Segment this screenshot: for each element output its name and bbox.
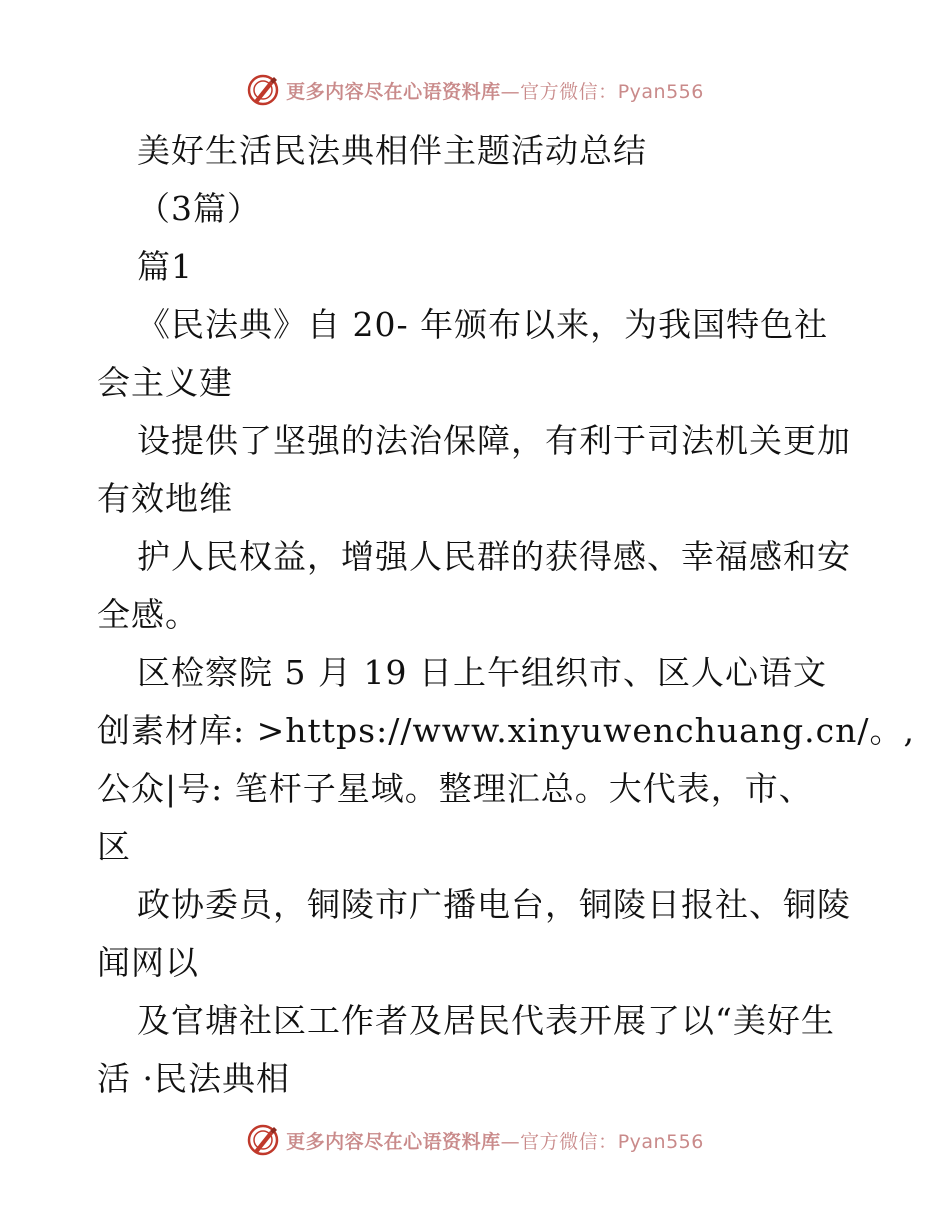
pen-logo-icon: [246, 73, 280, 107]
paragraph-line: 全感。: [97, 595, 199, 634]
watermark-wechat-label: 官方微信：: [520, 1130, 618, 1153]
watermark-wechat-id: Pyan556: [617, 80, 704, 103]
paragraph-line: 区检察院 5 月 19 日上午组织市、区人心语文: [137, 653, 827, 692]
pen-logo-icon: [246, 1123, 280, 1157]
watermark-dash: —: [500, 80, 521, 103]
document-body: [97, 122, 915, 1108]
paragraph-line: 闻网以: [97, 943, 199, 982]
watermark-text: [286, 77, 704, 104]
paragraph-line: 设提供了坚强的法治保障，有利于司法机关更加: [137, 421, 851, 460]
paragraph-line: 创素材库: >https://www.xinyuwenchuang.cn/。,: [97, 711, 915, 750]
paragraph-line: 区: [97, 827, 131, 866]
document-subtitle: （3篇）: [137, 189, 261, 228]
paragraph-line: 活 ·民法典相: [97, 1059, 290, 1098]
paragraph-line: 及官塘社区工作者及居民代表开展了以“美好生: [137, 1001, 835, 1040]
watermark-site: 更多内容尽在心语资料库: [286, 80, 501, 103]
watermark-dash: —: [500, 1130, 521, 1153]
section-heading: 篇1: [137, 247, 193, 286]
document-title: 美好生活民法典相伴主题活动总结: [137, 131, 647, 170]
header-watermark: [0, 70, 950, 110]
watermark-site: 更多内容尽在心语资料库: [286, 1130, 501, 1153]
paragraph-line: 公众|号: 笔杆子星域。整理汇总。大代表，市、: [97, 769, 813, 808]
paragraph-line: 政协委员，铜陵市广播电台，铜陵日报社、铜陵: [137, 885, 851, 924]
paragraph-line: 《民法典》自 20- 年颁布以来，为我国特色社: [137, 305, 829, 344]
paragraph-line: 有效地维: [97, 479, 233, 518]
watermark-wechat-label: 官方微信：: [520, 80, 618, 103]
paragraph-line: 护人民权益，增强人民群的获得感、幸福感和安: [137, 537, 851, 576]
watermark-wechat-id: Pyan556: [617, 1130, 704, 1153]
paragraph-line: 会主义建: [97, 363, 233, 402]
footer-watermark: [0, 1120, 950, 1160]
watermark-text: [286, 1127, 704, 1154]
